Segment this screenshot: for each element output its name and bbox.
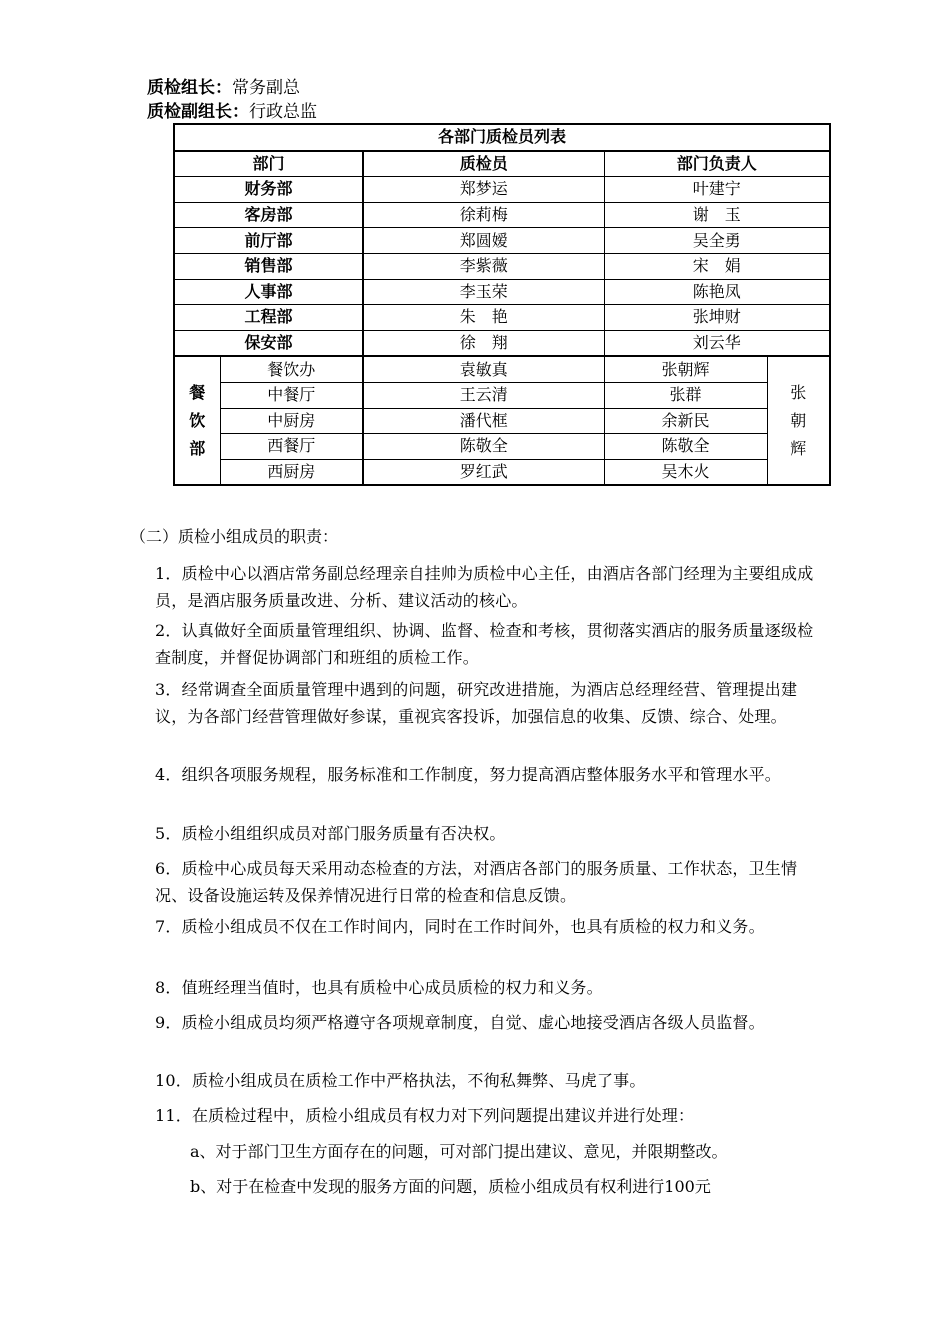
head-cell: 张坤财	[604, 305, 830, 331]
dept-cell: 客房部	[174, 202, 363, 228]
table-title: 各部门质检员列表	[174, 124, 830, 151]
sub-mark: b	[190, 1177, 201, 1196]
leader-label: 质检组长：	[147, 78, 232, 98]
head-cell: 陈艳凤	[604, 279, 830, 305]
table-row	[174, 177, 830, 203]
duty-sub-item-b	[190, 1173, 830, 1200]
duty-number: 2．	[155, 621, 182, 640]
head-cell: 陈敬全	[604, 434, 767, 460]
deputy-value: 行政总监	[249, 102, 317, 122]
head-cell: 谢 玉	[604, 202, 830, 228]
sub-text: 、对于在检查中发现的服务方面的问题，质检小组成员有权利进行	[200, 1177, 665, 1196]
sub-unit: 元	[694, 1177, 711, 1196]
duty-item-2	[155, 617, 825, 671]
leader-line	[147, 77, 300, 99]
catering-group-label: 餐饮部	[174, 356, 220, 485]
duty-text: 质检小组成员在质检工作中严格执法，不徇私舞弊、马虎了事。	[191, 1071, 646, 1090]
inspector-table	[173, 123, 831, 486]
duty-text: 在质检过程中，质检小组成员有权力对下列问题提出建议并进行处理：	[191, 1106, 695, 1125]
duty-number: 5．	[155, 824, 182, 843]
duty-item-1	[155, 560, 825, 614]
inspector-cell: 朱 艳	[363, 305, 604, 331]
inspector-cell: 郑圆嫒	[363, 228, 604, 254]
duty-text: 质检小组成员均须严格遵守各项规章制度，自觉、虚心地接受酒店各级人员监督。	[181, 1013, 765, 1032]
duty-item-7	[155, 913, 825, 940]
duty-number: 4．	[155, 765, 182, 784]
duty-number: 3．	[155, 680, 182, 699]
table-row	[174, 330, 830, 356]
duty-item-6	[155, 855, 825, 909]
duty-item-4	[155, 761, 825, 788]
dept-cell: 人事部	[174, 279, 363, 305]
duty-number: 11．	[155, 1106, 192, 1125]
inspector-cell: 徐 翔	[363, 330, 604, 356]
dept-cell: 销售部	[174, 253, 363, 279]
head-cell: 宋 娟	[604, 253, 830, 279]
duty-item-10	[155, 1067, 825, 1094]
inspector-cell: 徐莉梅	[363, 202, 604, 228]
inspector-cell: 李紫薇	[363, 253, 604, 279]
inspector-cell: 李玉荣	[363, 279, 604, 305]
duty-number: 8．	[155, 978, 182, 997]
dept-cell: 工程部	[174, 305, 363, 331]
table-row	[174, 408, 830, 434]
table-title-row	[174, 124, 830, 151]
head-cell: 吴木火	[604, 459, 767, 485]
table-row	[174, 434, 830, 460]
leader-value: 常务副总	[232, 78, 300, 98]
inspector-cell: 袁敏真	[363, 356, 604, 382]
table-row	[174, 279, 830, 305]
duty-item-9	[155, 1009, 825, 1036]
inspector-cell: 罗红武	[363, 459, 604, 485]
deputy-label: 质检副组长：	[147, 102, 249, 122]
deputy-line	[147, 101, 317, 123]
inspector-cell: 陈敬全	[363, 434, 604, 460]
duty-text: 质检小组组织成员对部门服务质量有否决权。	[181, 824, 506, 843]
duty-number: 6．	[155, 859, 182, 878]
duty-sub-item-a	[190, 1138, 830, 1165]
dept-cell: 保安部	[174, 330, 363, 356]
unit-cell: 餐饮办	[220, 356, 363, 382]
sub-text: 、对于部门卫生方面存在的问题，可对部门提出建议、意见，并限期整改。	[199, 1142, 728, 1161]
table-row	[174, 382, 830, 408]
duty-number: 10．	[155, 1071, 192, 1090]
duty-text: 质检中心成员每天采用动态检查的方法，对酒店各部门的服务质量、工作状态，卫生情况、设备设施运转及保养情况进行日常的检查和信息反馈。	[155, 859, 798, 905]
unit-cell: 西厨房	[220, 459, 363, 485]
table-row	[174, 356, 830, 382]
header-inspector: 质检员	[363, 151, 604, 177]
duties-title: （二）质检小组成员的职责：	[130, 527, 339, 546]
duty-number: 7．	[155, 917, 182, 936]
duty-text: 经常调查全面质量管理中遇到的问题，研究改进措施，为酒店总经理经营、管理提出建议，为各部门经营管理做好参谋，重视宾客投诉，加强信息的收集、反馈、综合、处理。	[155, 680, 798, 726]
unit-cell: 西餐厅	[220, 434, 363, 460]
duty-number: 1．	[155, 564, 182, 583]
table-row	[174, 305, 830, 331]
head-cell: 刘云华	[604, 330, 830, 356]
table-row	[174, 228, 830, 254]
head-cell: 张群	[604, 382, 767, 408]
duty-text: 组织各项服务规程，服务标准和工作制度，努力提高酒店整体服务水平和管理水平。	[181, 765, 781, 784]
header-dept: 部门	[174, 151, 363, 177]
duty-text: 认真做好全面质量管理组织、协调、监督、检查和考核，贯彻落实酒店的服务质量逐级检查制度，并督促协调部门和班组的质检工作。	[155, 621, 814, 667]
inspector-cell: 郑梦运	[363, 177, 604, 203]
unit-cell: 中厨房	[220, 408, 363, 434]
head-cell: 张朝辉	[604, 356, 767, 382]
table-header-row	[174, 151, 830, 177]
head-cell: 叶建宁	[604, 177, 830, 203]
inspector-table-wrap	[173, 123, 829, 489]
duty-item-11	[155, 1102, 825, 1129]
duty-text: 质检中心以酒店常务副总经理亲自挂帅为质检中心主任，由酒店各部门经理为主要组成成员，是酒店服务质量改进、分析、建议活动的核心。	[155, 564, 814, 610]
table-row	[174, 459, 830, 485]
unit-cell: 中餐厅	[220, 382, 363, 408]
catering-group-head: 张朝辉	[767, 356, 830, 485]
head-cell: 余新民	[604, 408, 767, 434]
head-cell: 吴全勇	[604, 228, 830, 254]
duty-item-3	[155, 676, 825, 730]
duty-text: 质检小组成员不仅在工作时间内，同时在工作时间外，也具有质检的权力和义务。	[181, 917, 765, 936]
duty-text: 值班经理当值时，也具有质检中心成员质检的权力和义务。	[181, 978, 603, 997]
header-head: 部门负责人	[604, 151, 830, 177]
duty-number: 9．	[155, 1013, 182, 1032]
sub-amount: 100	[664, 1177, 695, 1196]
duty-item-5	[155, 820, 825, 847]
table-row	[174, 253, 830, 279]
inspector-cell: 王云清	[363, 382, 604, 408]
sub-mark: a	[190, 1142, 200, 1161]
dept-cell: 前厅部	[174, 228, 363, 254]
duty-item-8	[155, 974, 825, 1001]
inspector-cell: 潘代框	[363, 408, 604, 434]
dept-cell: 财务部	[174, 177, 363, 203]
table-row	[174, 202, 830, 228]
